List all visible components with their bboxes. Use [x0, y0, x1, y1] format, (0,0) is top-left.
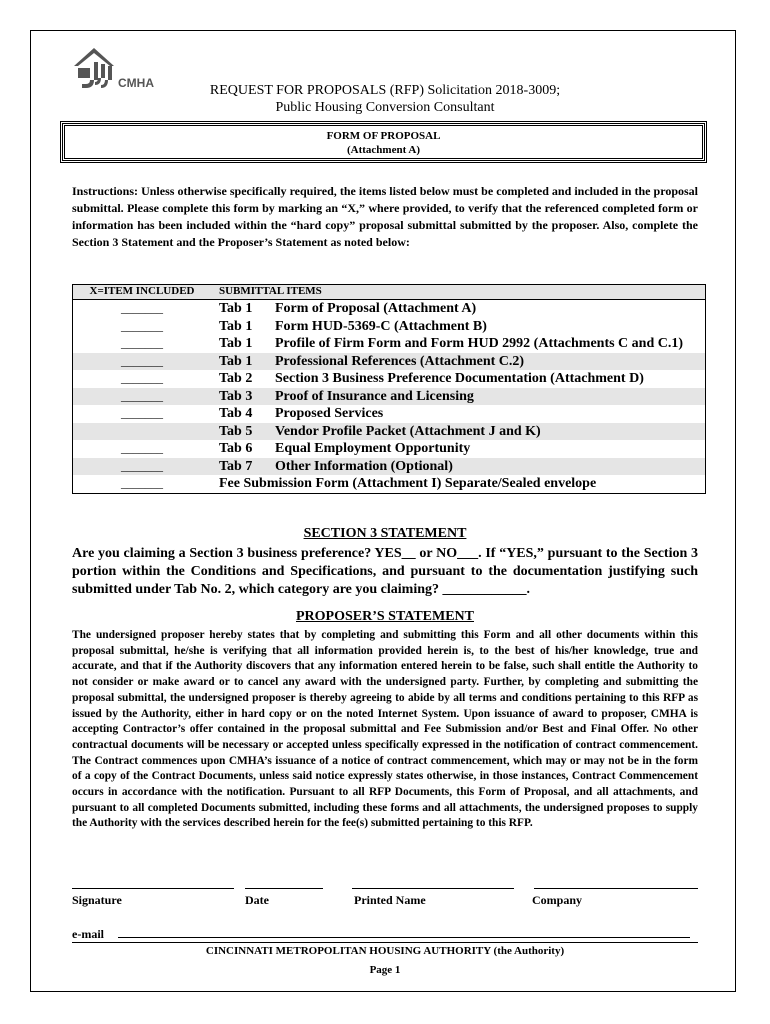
item-tab: Tab 2 — [219, 371, 253, 386]
item-included-mark[interactable]: _______ — [121, 388, 163, 403]
item-description: Form of Proposal (Attachment A) — [275, 301, 477, 316]
table-row — [73, 458, 705, 476]
item-tab: Tab 4 — [219, 406, 253, 421]
logo-text: CMHA — [118, 76, 154, 90]
section3-text: Are you claiming a Section 3 business preference? YES__ or NO___. If “YES,” pursuant to the Section 3 portion within the Conditions and Specifications, and pursuant to the documentation justifying such submitted under Tab No. 2, which category are you claiming? ____________. — [72, 546, 698, 597]
company-label: Company — [532, 893, 583, 907]
item-included-mark[interactable]: _______ — [121, 476, 163, 490]
item-included-mark[interactable]: _______ — [121, 406, 163, 420]
form-box-subtitle: (Attachment A) — [346, 144, 420, 156]
form-box-title: FORM OF PROPOSAL — [326, 130, 441, 142]
table-row — [73, 440, 705, 458]
item-tab: Tab 7 — [219, 458, 253, 474]
rfp-title-line1: REQUEST FOR PROPOSALS (RFP) Solicitation 2018-3009; — [209, 83, 561, 98]
item-description: Profile of Firm Form and Form HUD 2992 (Attachments C and C.1) — [275, 336, 684, 351]
item-included-mark[interactable]: _______ — [121, 353, 163, 368]
item-tab: Tab 1 — [219, 353, 253, 369]
proposer-statement-text: The undersigned proposer hereby states that by completing and submitting this Form and all other documents within this proposal submittal, he/she is verifying that all information provided herein is, to the best of his/her knowledge, true and accurate, and that if the Authority discovers that any information entered herein to be false, such shall entitle the Authority to not consider or make award or to cancel any award with the undersigned party. Further, by completing and submitting the proposal submittal, the undersigned proposer is thereby agreeing to abide by all terms and conditions pertaining to this RFP as issued by the Authority, either in hard copy or on the noted Internet System. Upon issuance of award to proposer, CMHA is accepting Contractor’s offer contained in the proposal submittal and Fee Submission and/or Best and Final Offer. No other contractual documents will be necessary or accepted unless specifically expressed in the notification of contract commencement. The Contract commences upon CMHA’s issuance of a notice of contract commencement, which may or may not be in the form of a copy of the Contract Documents, unless said notice expressly states otherwise, in those instances, Contract Commencement occurs in accordance with the notification. Pursuant to all RFP Documents, this Form of Proposal, and all attachments, and pursuant to all completed Documents submitted, including these forms and all attachments, the undersigned proposes to supply the Authority with the services described herein for the fee(s) submitted pertaining to this RFP. — [72, 629, 698, 830]
table-header — [73, 285, 705, 300]
item-tab: Tab 1 — [219, 336, 253, 351]
footer-rule — [72, 942, 698, 943]
item-included-mark[interactable]: _______ — [121, 371, 163, 385]
item-included-mark[interactable]: _______ — [121, 301, 163, 315]
table-row — [73, 423, 705, 441]
table-row — [73, 388, 705, 406]
email-line[interactable] — [118, 937, 690, 938]
table-row — [73, 353, 705, 371]
printed-name-line[interactable] — [352, 888, 514, 889]
item-included-mark[interactable]: _______ — [121, 336, 163, 350]
date-line[interactable] — [245, 888, 323, 889]
item-included-mark[interactable]: _______ — [121, 441, 163, 455]
submittal-items-table — [72, 284, 706, 494]
col-item-included-header: X=ITEM INCLUDED — [89, 285, 195, 297]
item-description: Equal Employment Opportunity — [275, 441, 471, 456]
item-description: Proposed Services — [275, 406, 384, 421]
instructions-text: Instructions: Unless otherwise specifically required, the items listed below must be completed and included in the proposal submittal. Please complete this form by marking an “X,” where provided, to verify that the referenced completed form or information has been included within the “hard copy” proposal submittal submitted by the proposer. Also, complete the Section 3 Statement and the Proposer’s Statement as noted below: — [72, 184, 698, 249]
company-line[interactable] — [534, 888, 698, 889]
signature-label: Signature — [72, 893, 122, 907]
table-row — [73, 335, 705, 353]
item-description: Form HUD-5369-C (Attachment B) — [275, 318, 487, 334]
page-number: Page 1 — [369, 964, 401, 976]
section3-title: SECTION 3 STATEMENT — [303, 526, 467, 541]
item-tab: Tab 3 — [219, 388, 253, 404]
proposer-statement-title: PROPOSER’S STATEMENT — [295, 609, 474, 624]
item-description: Other Information (Optional) — [275, 458, 453, 474]
col-submittal-items-header: SUBMITTAL ITEMS — [219, 285, 322, 297]
table-row — [73, 405, 705, 423]
table-row — [73, 300, 705, 318]
printed-name-label: Printed Name — [354, 893, 426, 907]
page-border — [30, 30, 736, 992]
item-tab: Tab 1 — [219, 318, 253, 334]
item-tab: Tab 6 — [219, 441, 253, 456]
item-description: Fee Submission Form (Attachment I) Separate/Sealed envelope — [219, 476, 597, 491]
signature-line[interactable] — [72, 888, 234, 889]
table-row — [73, 318, 705, 336]
item-included-mark[interactable]: _______ — [121, 458, 163, 473]
item-description: Proof of Insurance and Licensing — [275, 388, 474, 404]
item-description: Vendor Profile Packet (Attachment J and K) — [275, 423, 541, 439]
table-row — [73, 370, 705, 388]
form-of-proposal-box — [60, 121, 707, 163]
item-tab: Tab 1 — [219, 301, 253, 316]
footer-organization: CINCINNATI METROPOLITAN HOUSING AUTHORITY (the Authority) — [205, 945, 565, 957]
table-row — [73, 475, 705, 493]
item-description: Professional References (Attachment C.2) — [275, 353, 525, 369]
item-tab: Tab 5 — [219, 423, 253, 439]
item-included-mark[interactable]: _______ — [121, 318, 163, 333]
email-label: e-mail — [72, 927, 104, 941]
item-included-mark[interactable] — [73, 423, 211, 441]
date-label: Date — [245, 893, 269, 907]
rfp-title-line2: Public Housing Conversion Consultant — [275, 100, 495, 115]
item-description: Section 3 Business Preference Documentation (Attachment D) — [275, 371, 644, 386]
